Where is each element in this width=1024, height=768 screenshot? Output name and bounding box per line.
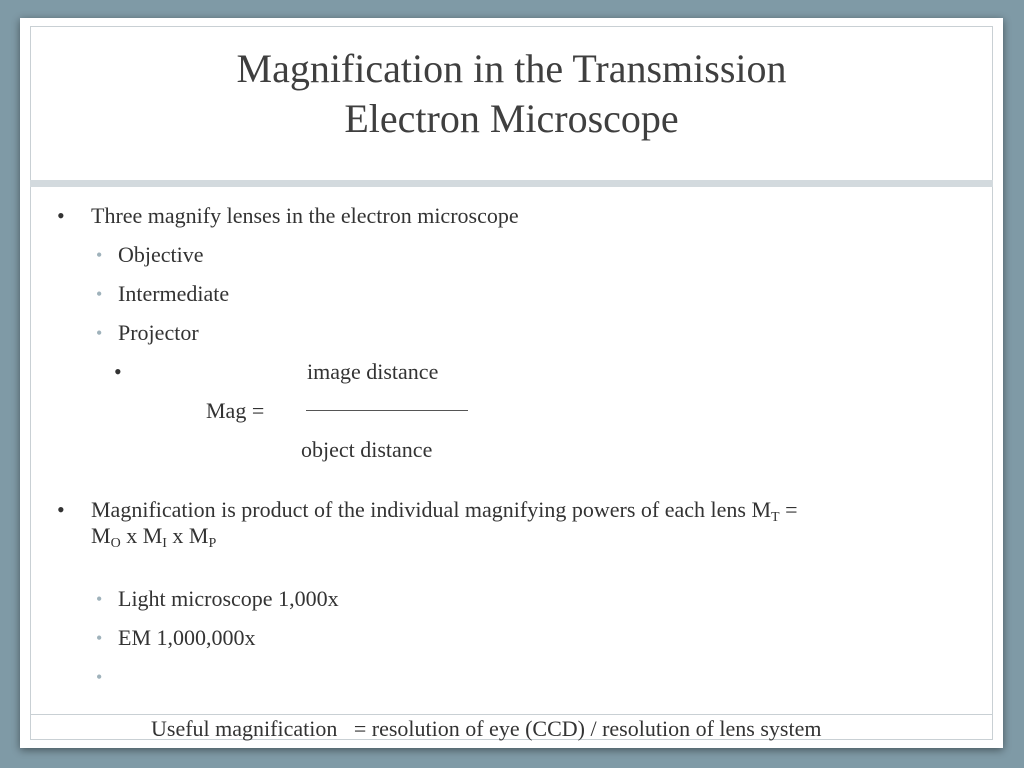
sub-bullet-text: Objective [118,242,204,267]
sub-bullet-item [96,320,199,346]
sub-bullet-dot: • [96,323,103,343]
sub-bullet-dot: • [96,589,103,609]
bullet-dot: • [57,203,65,228]
sub-bullet-text: Intermediate [118,281,230,306]
sub-bullet-text: Projector [118,320,199,345]
sub-bullet-item [96,281,230,307]
subscript-o: O [110,536,121,551]
sub-bullet-item [96,664,822,768]
sub-bullet-text: EM 1,000,000x [118,625,256,650]
sub-bullet-dot: • [96,284,103,304]
bullet-text: Magnification is product of the individual magnifying powers of each lens M [91,497,772,522]
sub-bullet-dot: • [96,245,103,265]
sub-bullet-text: Useful magnification = resolution of eye (CCD) / resolution of lens system [151,716,822,741]
bullet-text: Three magnify lenses in the electron microscope [91,203,519,228]
title-line-1: Magnification in the Transmission [236,46,787,91]
term-m: M [91,523,111,548]
subscript-p: P [208,536,217,551]
sub-bullet-dot: • [96,628,103,648]
sub-bullet-item [96,586,339,612]
bullet-dot: • [57,497,65,522]
bullet-item [57,497,971,551]
title-divider [30,180,993,187]
footer-divider [30,714,993,715]
subscript-t: T [771,510,780,525]
equals-sign: = [779,497,798,522]
fraction-line [306,410,468,411]
term-x-m: x M [166,523,209,548]
formula-numerator: image distance [307,359,439,384]
formula-label: Mag = [206,398,265,423]
sub-bullet-item [96,242,204,268]
sub-bullet-item [96,625,256,651]
bullet-item [57,203,971,229]
sub-bullet-text: Light microscope 1,000x [118,586,339,611]
term-x-m: x M [120,523,163,548]
formula-bullet-dot: • [114,359,122,384]
slide-title [20,44,1003,144]
title-line-2: Electron Microscope [344,96,679,141]
formula-denominator: object distance [301,437,433,462]
subscript-i: I [162,536,167,551]
slide [20,18,1003,748]
sub-bullet-dot: • [96,667,103,687]
